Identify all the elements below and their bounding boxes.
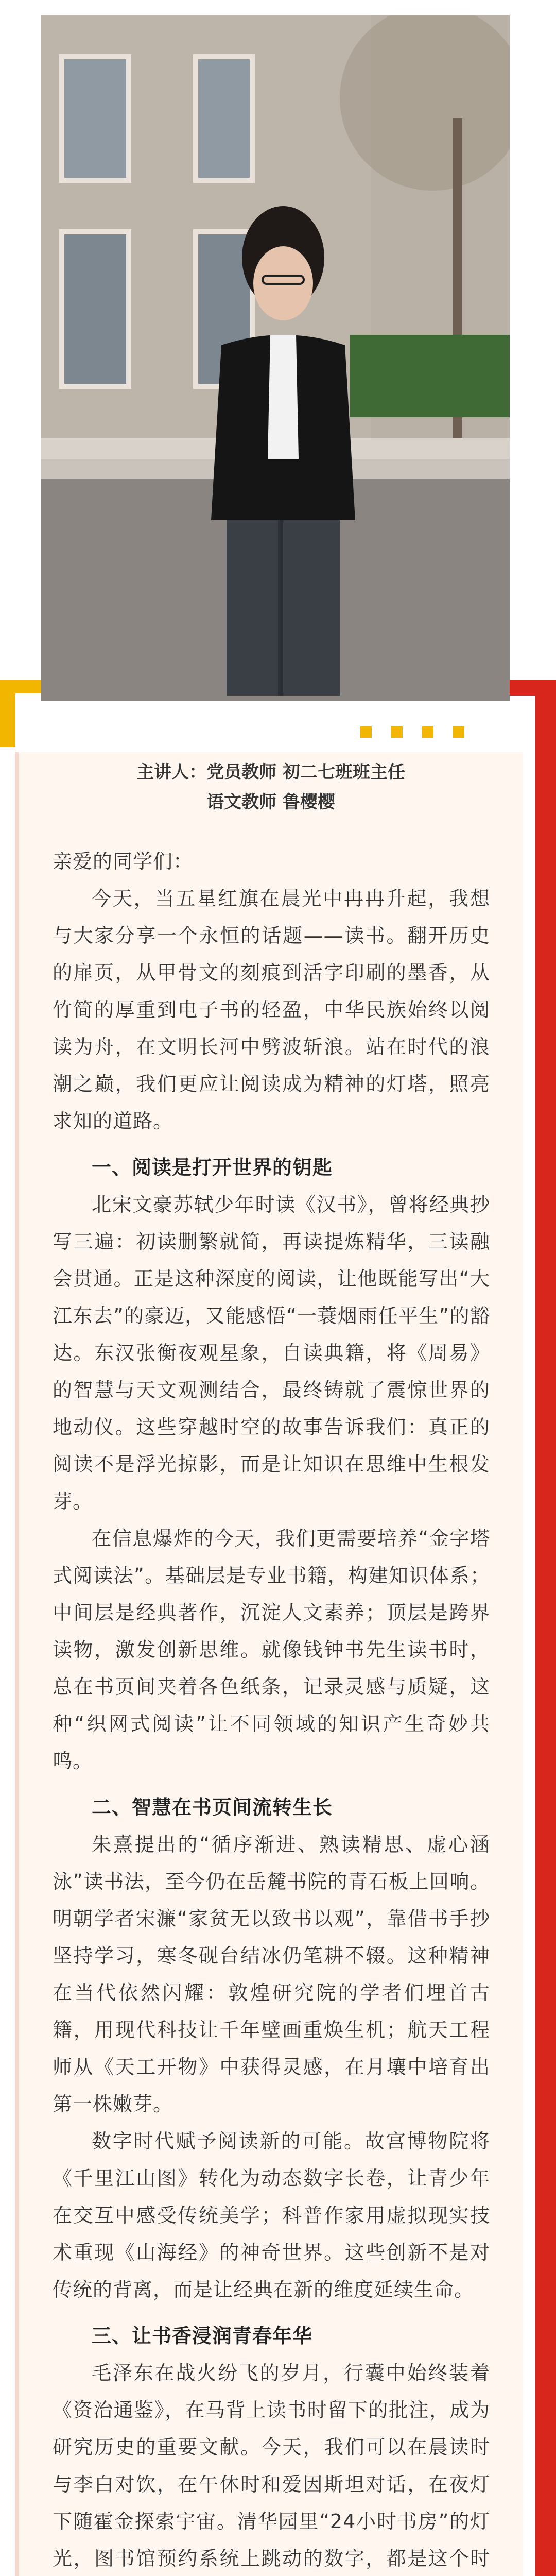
decorative-red-bar <box>535 680 556 2576</box>
section-3-paragraph-1: 毛泽东在战火纷飞的岁月，行囊中始终装着《资治通鉴》，在马背上读书时留下的批注，成为研究历史的重要文献。今天，我们可以在晨读时与李白对饮，在午休时和爱因斯坦对话，在夜灯下随霍金探索宇宙。清华园里“24小时书房”的灯光，图书馆预约系统上跳动的数字，都是这个时 <box>53 2362 490 2570</box>
greeting: 亲爱的同学们： <box>53 850 194 873</box>
author-line-1: 主讲人：党员教师 初二七班班主任 <box>136 762 405 783</box>
section-1-paragraph-2: 在信息爆炸的今天，我们更需要培养“金字塔式阅读法”。基础层是专业书籍，构建知识体系；中间层是经典著作，沉淀人文素养；顶层是跨界读物，激发创新思维。就像钱钟书先生读书时，总在书页间夹着各色纸条，记录灵感与质疑，这种“织网式阅读”让不同领域的知识产生奇妙共鸣。 <box>53 1527 490 1772</box>
section-2-paragraph-2: 数字时代赋予阅读新的可能。故宫博物院将《千里江山图》转化为动态数字长卷，让青少年在交互中感受传统美学；科普作家用虚拟现实技术重现《山海经》的神奇世界。这些创新不是对传统的背离，而是让经典在新的维度延续生命。 <box>53 2130 490 2301</box>
section-2-heading: 二、智慧在书页间流转生长 <box>92 1796 333 1819</box>
speech-body <box>19 843 523 2576</box>
section-1-paragraph-1: 北宋文豪苏轼少年时读《汉书》，曾将经典抄写三遍：初读删繁就简，再读提炼精华，三读融会贯通。正是这种深度的阅读，让他既能写出“大江东去”的豪迈，又能感悟“一蓑烟雨任平生”的豁达。东汉张衡夜观星象，自读典籍，将《周易》的智慧与天文观测结合，最终铸就了震惊世界的地动仪。这些穿越时空的故事告诉我们：真正的阅读不是浮光掠影，而是让知识在思维中生根发芽。 <box>53 1193 490 1513</box>
section-1-heading: 一、阅读是打开世界的钥匙 <box>92 1156 333 1179</box>
speaker-photo-illustration <box>41 15 510 701</box>
decorative-yellow-bar <box>0 680 15 747</box>
section-2-paragraph-1: 朱熹提出的“循序渐进、熟读精思、虚心涵泳”读书法，至今仍在岳麓书院的青石板上回响。明朝学者宋濂“家贫无以致书以观”，靠借书手抄坚持学习，寒冬砚台结冰仍笔耕不辍。这种精神在当代依然闪耀：敦煌研究院的学者们埋首古籍，用现代科技让千年壁画重焕生机；航天工程师从《天工开物》中获得灵感，在月壤中培育出第一株嫩芽。 <box>53 1833 490 2115</box>
speaker-photo <box>41 15 510 701</box>
decorative-dots <box>360 726 494 739</box>
author-line-2: 语文教师 鲁樱樱 <box>206 792 335 812</box>
intro-paragraph: 今天，当五星红旗在晨光中冉冉升起，我想与大家分享一个永恒的话题——读书。翻开历史的扉页，从甲骨文的刻痕到活字印刷的墨香，从竹简的厚重到电子书的轻盈，中华民族始终以阅读为舟，在文明长河中劈波斩浪。站在时代的浪潮之巅，我们更应让阅读成为精神的灯塔，照亮求知的道路。 <box>53 887 490 1132</box>
author-info <box>19 757 523 817</box>
section-3-heading: 三、让书香浸润青春年华 <box>92 2325 313 2347</box>
speech-card <box>15 752 523 2576</box>
